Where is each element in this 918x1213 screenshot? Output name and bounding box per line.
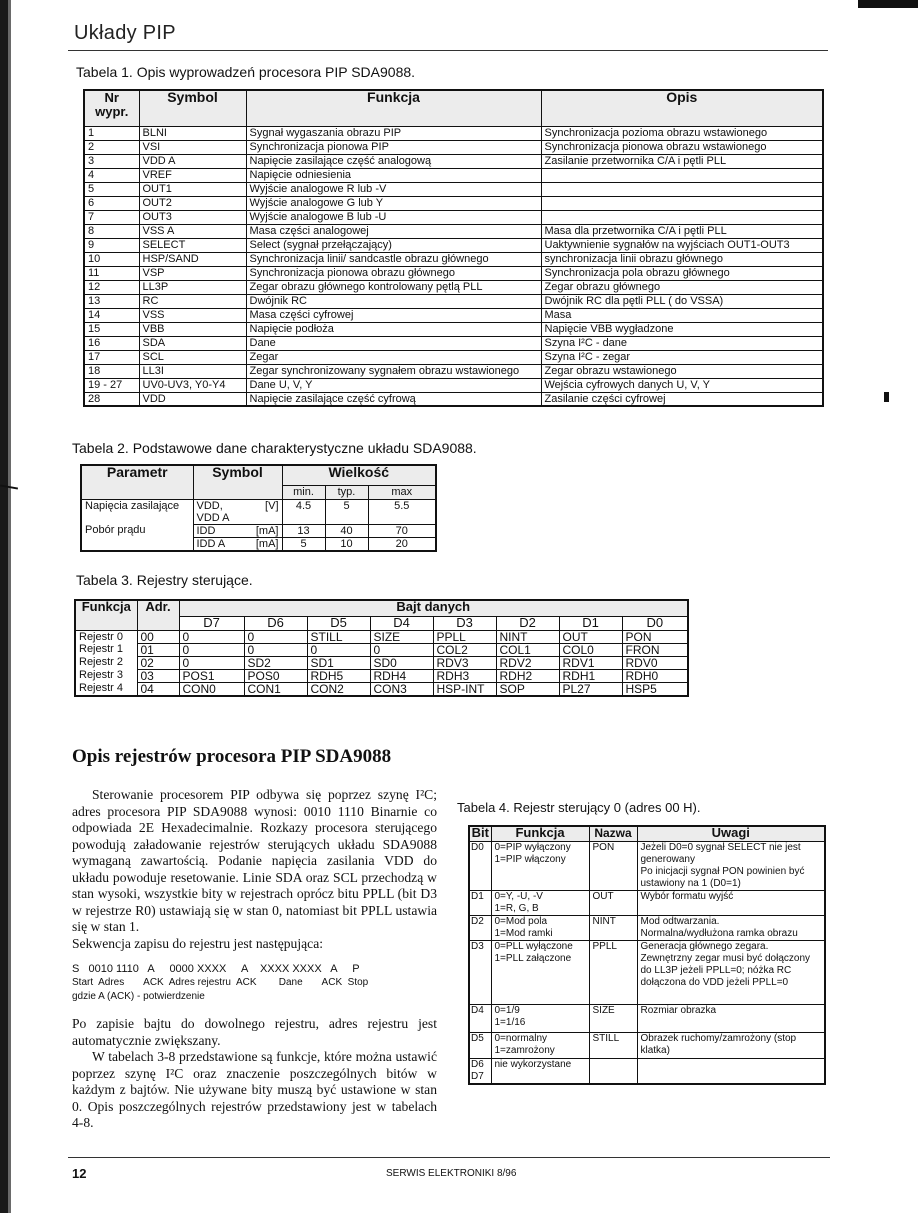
pin-description-cell: Szyna I²C - dane xyxy=(541,336,823,350)
typ-cell: 10 xyxy=(325,537,368,551)
bit-value-cell: 0 xyxy=(179,630,244,643)
pin-symbol-cell: OUT1 xyxy=(139,182,246,196)
bit-value-cell: CON0 xyxy=(179,682,244,696)
bit-value-cell: 0 xyxy=(370,643,433,656)
bit-column-header: D5 xyxy=(307,616,370,630)
table-row xyxy=(81,537,436,551)
address-cell: 00 xyxy=(137,630,179,643)
reg0-bit-cell: D5 xyxy=(469,1032,491,1058)
pin-description-cell: Szyna I²C - zegar xyxy=(541,350,823,364)
reg0-function-cell: 0=PIP wyłączony 1=PIP włączony xyxy=(491,841,589,890)
pin-symbol-cell: UV0-UV3, Y0-Y4 xyxy=(139,378,246,392)
reg0-bit-cell: D1 xyxy=(469,890,491,915)
pin-function-cell: Napięcie podłoża xyxy=(246,322,541,336)
reg0-function-cell: 0=1/9 1=1/16 xyxy=(491,1004,589,1032)
pin-description-cell: Masa dla przetwornika C/A i pętli PLL xyxy=(541,224,823,238)
pin-description-cell xyxy=(541,182,823,196)
pin-table xyxy=(83,89,824,407)
table-row xyxy=(84,266,823,280)
table-row xyxy=(469,940,825,1004)
reg0-bit-cell: D3 xyxy=(469,940,491,1004)
address-cell: 04 xyxy=(137,682,179,696)
reg0-bit-cell: D2 xyxy=(469,915,491,940)
pin-function-cell: Zegar obrazu głównego kontrolowany pętlą PLL xyxy=(246,280,541,294)
table-row xyxy=(84,350,823,364)
reg0-function-cell: nie wykorzystane xyxy=(491,1058,589,1084)
table-row xyxy=(84,294,823,308)
reg0-notes-cell: Mod odtwarzania. Normalna/wydłużona ramka obrazu xyxy=(637,915,825,940)
bit-column-header: D7 xyxy=(179,616,244,630)
reg0-function-cell: 0=normalny 1=zamrożony xyxy=(491,1032,589,1058)
pin-function-cell: Masa części analogowej xyxy=(246,224,541,238)
pin-symbol-cell: VSP xyxy=(139,266,246,280)
pin-number-cell: 13 xyxy=(84,294,139,308)
pin-symbol-cell: VDD A xyxy=(139,154,246,168)
pin-symbol-cell: OUT3 xyxy=(139,210,246,224)
table-row xyxy=(84,252,823,266)
table-row xyxy=(75,630,688,643)
register-name-cell: Rejestr 1 xyxy=(75,643,137,656)
table-row xyxy=(84,308,823,322)
table-row xyxy=(84,224,823,238)
reg0-name-cell: SIZE xyxy=(589,1004,637,1032)
table-row xyxy=(469,915,825,940)
table-row xyxy=(84,196,823,210)
pin-function-cell: Napięcie odniesienia xyxy=(246,168,541,182)
bit-value-cell: 0 xyxy=(179,643,244,656)
register-name-cell: Rejestr 3 xyxy=(75,669,137,682)
bit-value-cell: SIZE xyxy=(370,630,433,643)
unit-cell: [mA] xyxy=(251,524,282,537)
pin-description-cell xyxy=(541,210,823,224)
footer-rule xyxy=(68,1157,830,1158)
table-row xyxy=(84,336,823,350)
reg0-function-cell: 0=Y, -U, -V 1=R, G, B xyxy=(491,890,589,915)
reg0-name-cell: PPLL xyxy=(589,940,637,1004)
pin-number-cell: 10 xyxy=(84,252,139,266)
pin-function-cell: Wyjście analogowe R lub -V xyxy=(246,182,541,196)
pin-function-cell: Wyjście analogowe B lub -U xyxy=(246,210,541,224)
pin-symbol-cell: LL3P xyxy=(139,280,246,294)
pin-number-cell: 8 xyxy=(84,224,139,238)
table-row xyxy=(469,1058,825,1084)
pin-function-cell: Synchronizacja pionowa obrazu głównego xyxy=(246,266,541,280)
table-row xyxy=(84,364,823,378)
pin-number-cell: 11 xyxy=(84,266,139,280)
reg0-name-cell xyxy=(589,1058,637,1084)
bit-value-cell: RDH1 xyxy=(559,669,622,682)
address-cell: 03 xyxy=(137,669,179,682)
pin-number-cell: 9 xyxy=(84,238,139,252)
ack-note: gdzie A (ACK) - potwierdzenie xyxy=(72,991,205,1002)
pin-function-cell: Zegar xyxy=(246,350,541,364)
pin-function-cell: Synchronizacja linii/ sandcastle obrazu głównego xyxy=(246,252,541,266)
pin-description-cell: synchronizacja linii obrazu głównego xyxy=(541,252,823,266)
bit-value-cell: PL27 xyxy=(559,682,622,696)
table3-caption: Tabela 3. Rejestry sterujące. xyxy=(76,572,253,588)
section-title: Opis rejestrów procesora PIP SDA9088 xyxy=(72,746,392,767)
reg0-function-cell: 0=Mod pola 1=Mod ramki xyxy=(491,915,589,940)
bit-value-cell: RDV2 xyxy=(496,656,559,669)
reg0-notes-cell xyxy=(637,1058,825,1084)
reg0-notes-cell: Wybór formatu wyjść xyxy=(637,890,825,915)
address-cell: 02 xyxy=(137,656,179,669)
bit-value-cell: RDV1 xyxy=(559,656,622,669)
pin-symbol-cell: VBB xyxy=(139,322,246,336)
table-row xyxy=(469,841,825,890)
table-row xyxy=(84,140,823,154)
max-header: max xyxy=(368,485,436,499)
pin-function-cell: Dane U, V, Y xyxy=(246,378,541,392)
bit-header: Bit xyxy=(469,826,491,841)
pin-number-cell: 1 xyxy=(84,126,139,140)
register-name-cell: Rejestr 2 xyxy=(75,656,137,669)
min-cell: 4.5 xyxy=(282,499,325,524)
reg0-notes-cell: Generacja głównego zegara. Zewnętrzny zegar musi być dołączony do LL3P jeżeli PPLL=0; nóżka RC dołączona do VDD jeżeli PPLL=0 xyxy=(637,940,825,1004)
reg0-bit-cell: D0 xyxy=(469,841,491,890)
bit-value-cell: SOP xyxy=(496,682,559,696)
bit-value-cell: COL2 xyxy=(433,643,496,656)
bit-value-cell: RDV0 xyxy=(622,656,688,669)
pin-number-cell: 15 xyxy=(84,322,139,336)
pin-function-cell: Napięcie zasilające część analogową xyxy=(246,154,541,168)
pin-symbol-cell: LL3I xyxy=(139,364,246,378)
bit-value-cell: COL0 xyxy=(559,643,622,656)
pin-description-cell: Zasilanie części cyfrowej xyxy=(541,392,823,406)
bit-value-cell: HSP-INT xyxy=(433,682,496,696)
bit-column-header: D1 xyxy=(559,616,622,630)
pin-description-cell: Napięcie VBB wygładzone xyxy=(541,322,823,336)
table-row xyxy=(84,280,823,294)
bit-value-cell: NINT xyxy=(496,630,559,643)
reg0-function-header: Funkcja xyxy=(491,826,589,841)
page-header-title: Układy PIP xyxy=(74,22,176,44)
pin-number-cell: 12 xyxy=(84,280,139,294)
table-row xyxy=(81,499,436,524)
pin-description-header: Opis xyxy=(541,90,823,126)
pin-symbol-cell: OUT2 xyxy=(139,196,246,210)
table-row xyxy=(75,669,688,682)
bit-value-cell: COL1 xyxy=(496,643,559,656)
table2-caption: Tabela 2. Podstawowe dane charakterystyczne układu SDA9088. xyxy=(72,440,477,456)
bit-value-cell: RDV3 xyxy=(433,656,496,669)
scan-edge xyxy=(0,0,8,1213)
bit-value-cell: RDH0 xyxy=(622,669,688,682)
param-header: Parametr xyxy=(81,465,193,499)
pin-function-header: Funkcja xyxy=(246,90,541,126)
pin-number-cell: 2 xyxy=(84,140,139,154)
header-rule xyxy=(68,50,828,51)
bit-value-cell: PON xyxy=(622,630,688,643)
bit-column-header: D2 xyxy=(496,616,559,630)
pin-function-cell: Dane xyxy=(246,336,541,350)
page-number: 12 xyxy=(72,1166,87,1181)
bit-column-header: D6 xyxy=(244,616,307,630)
table-row xyxy=(75,643,688,656)
table-row xyxy=(469,1032,825,1058)
pin-function-cell: Select (sygnał przełączający) xyxy=(246,238,541,252)
bit-value-cell: SD0 xyxy=(370,656,433,669)
table-row xyxy=(84,182,823,196)
table-row xyxy=(84,168,823,182)
symbol-cell: IDD xyxy=(193,524,251,537)
pin-description-cell: Dwójnik RC dla pętli PLL ( do VSSA) xyxy=(541,294,823,308)
pin-number-cell: 17 xyxy=(84,350,139,364)
address-header: Adr. xyxy=(137,600,179,630)
table-row xyxy=(84,238,823,252)
pin-description-cell xyxy=(541,168,823,182)
name-header: Nazwa xyxy=(589,826,637,841)
bit-value-cell: POS1 xyxy=(179,669,244,682)
pin-description-cell: Synchronizacja pola obrazu głównego xyxy=(541,266,823,280)
bit-value-cell: SD2 xyxy=(244,656,307,669)
unit-cell: [V] xyxy=(251,499,282,524)
min-header: min. xyxy=(282,485,325,499)
pin-number-header: Nr wypr. xyxy=(84,90,139,126)
pin-description-cell: Zasilanie przetwornika C/A i pętli PLL xyxy=(541,154,823,168)
reg0-notes-cell: Rozmiar obrazka xyxy=(637,1004,825,1032)
pin-function-cell: Masa części cyfrowej xyxy=(246,308,541,322)
typ-header: typ. xyxy=(325,485,368,499)
bit-value-cell: SD1 xyxy=(307,656,370,669)
bit-value-cell: CON3 xyxy=(370,682,433,696)
pin-function-cell: Dwójnik RC xyxy=(246,294,541,308)
paragraph-tables: W tabelach 3-8 przedstawione są funkcje, które można ustawić poprzez szynę I²C oraz znaczenie poszczególnych bitów w każdym z bajtów. Nie używane bity muszą być ustawione w stan 0. Opis poszczególnych rejestrów przedstawiony jest w tabelach 4-8. xyxy=(72,1049,437,1130)
reg0-name-cell: OUT xyxy=(589,890,637,915)
table4-caption: Tabela 4. Rejestr sterujący 0 (adres 00 H). xyxy=(457,800,701,815)
reg0-name-cell: STILL xyxy=(589,1032,637,1058)
bit-value-cell: 0 xyxy=(307,643,370,656)
bit-value-cell: 0 xyxy=(179,656,244,669)
pin-description-cell: Synchronizacja pionowa obrazu wstawionego xyxy=(541,140,823,154)
symbol-cell: IDD A xyxy=(193,537,251,551)
typ-cell: 5 xyxy=(325,499,368,524)
table-row xyxy=(84,210,823,224)
table-row xyxy=(75,682,688,696)
address-cell: 01 xyxy=(137,643,179,656)
pin-symbol-cell: BLNI xyxy=(139,126,246,140)
max-cell: 20 xyxy=(368,537,436,551)
pin-number-cell: 28 xyxy=(84,392,139,406)
pin-symbol-cell: RC xyxy=(139,294,246,308)
table-row xyxy=(81,524,436,537)
bit-value-cell: RDH2 xyxy=(496,669,559,682)
table-row xyxy=(469,1004,825,1032)
min-cell: 13 xyxy=(282,524,325,537)
characteristics-table xyxy=(80,464,437,552)
bit-value-cell: STILL xyxy=(307,630,370,643)
reg0-name-cell: NINT xyxy=(589,915,637,940)
paragraph-sequence-intro: Sekwencja zapisu do rejestru jest następująca: xyxy=(72,935,324,951)
scan-margin-mark xyxy=(884,392,889,402)
bit-value-cell: RDH3 xyxy=(433,669,496,682)
pin-number-cell: 7 xyxy=(84,210,139,224)
pin-function-cell: Wyjście analogowe G lub Y xyxy=(246,196,541,210)
magazine-footer: SERWIS ELEKTRONIKI 8/96 xyxy=(386,1168,517,1179)
table-row xyxy=(84,126,823,140)
pin-description-cell: Wejścia cyfrowych danych U, V, Y xyxy=(541,378,823,392)
unit-cell: [mA] xyxy=(251,537,282,551)
bit-column-header: D4 xyxy=(370,616,433,630)
bit-value-cell: 0 xyxy=(244,643,307,656)
symbol-cell: VDD, VDD A xyxy=(193,499,251,524)
pin-symbol-cell: SDA xyxy=(139,336,246,350)
reg0-bit-cell: D6 D7 xyxy=(469,1058,491,1084)
pin-description-cell: Zegar obrazu wstawionego xyxy=(541,364,823,378)
body-column xyxy=(72,787,437,1132)
table-row xyxy=(84,322,823,336)
bit-value-cell: FRON xyxy=(622,643,688,656)
table-row xyxy=(84,392,823,406)
pin-symbol-cell: VREF xyxy=(139,168,246,182)
write-sequence-legend: Start Adres ACK Adres rejestru ACK Dane ACK Stop xyxy=(72,977,369,988)
pin-description-cell: Masa xyxy=(541,308,823,322)
notes-header: Uwagi xyxy=(637,826,825,841)
bit-column-header: D3 xyxy=(433,616,496,630)
bit-value-cell: RDH4 xyxy=(370,669,433,682)
pin-number-cell: 5 xyxy=(84,182,139,196)
pin-symbol-cell: VSI xyxy=(139,140,246,154)
bit-value-cell: RDH5 xyxy=(307,669,370,682)
paragraph-intro: Sterowanie procesorem PIP odbywa się poprzez szynę I²C; adres procesora PIP SDA9088 wynosi: 0010 1110 Binarnie co odpowiada 2E Hexadecimalnie. Rozkazy procesora sterującego powodują załadowanie rejestrów sterujących układu SDA9088 wymaganą zawartością. Podanie napięcia zasilania VDD do układu powoduje resetowanie. Linie SDA oraz SCL przechodzą w stan wysoki, wszystkie bity w rejestrach oprócz bitu PPLL (bit D3 w rejestrze R0) ustawiają się w stan 0, natomiast bit PPLL ustawia się w stan 1. xyxy=(72,787,437,934)
pin-number-cell: 18 xyxy=(84,364,139,378)
param-cell: Pobór prądu xyxy=(81,524,193,537)
pin-function-cell: Zegar synchronizowany sygnałem obrazu wstawionego xyxy=(246,364,541,378)
param-cell xyxy=(81,537,193,551)
pin-function-cell: Napięcie zasilające część cyfrową xyxy=(246,392,541,406)
reg0-name-cell: PON xyxy=(589,841,637,890)
pin-number-cell: 3 xyxy=(84,154,139,168)
scan-edge-shadow xyxy=(8,0,11,1213)
pin-function-cell: Synchronizacja pionowa PIP xyxy=(246,140,541,154)
reg0-notes-cell: Jeżeli D0=0 sygnał SELECT nie jest generowany Po inicjacji sygnał PON powinien być ustawiony na 1 (D0=1) xyxy=(637,841,825,890)
pin-symbol-cell: VSS xyxy=(139,308,246,322)
pin-number-cell: 6 xyxy=(84,196,139,210)
max-cell: 5.5 xyxy=(368,499,436,524)
reg0-notes-cell: Obrazek ruchomy/zamrożony (stop klatka) xyxy=(637,1032,825,1058)
bit-value-cell: PPLL xyxy=(433,630,496,643)
pin-description-cell xyxy=(541,196,823,210)
write-sequence: S 0010 1110 A 0000 XXXX A XXXX XXXX A P xyxy=(72,963,360,975)
table-row xyxy=(75,656,688,669)
registers-table xyxy=(74,599,689,697)
pin-number-cell: 14 xyxy=(84,308,139,322)
register0-table xyxy=(468,825,826,1085)
data-byte-header: Bajt danych xyxy=(179,600,688,616)
typ-cell: 40 xyxy=(325,524,368,537)
paragraph-autoincrement: Po zapisie bajtu do dowolnego rejestru, adres rejestru jest automatycznie zwiększany. xyxy=(72,1016,437,1048)
table-row xyxy=(469,890,825,915)
pin-number-cell: 4 xyxy=(84,168,139,182)
bit-column-header: D0 xyxy=(622,616,688,630)
scan-corner-mark xyxy=(858,0,918,8)
bit-value-cell: POS0 xyxy=(244,669,307,682)
pin-symbol-cell: SCL xyxy=(139,350,246,364)
bit-value-cell: OUT xyxy=(559,630,622,643)
param-cell: Napięcia zasilające xyxy=(81,499,193,524)
pin-description-cell: Uaktywnienie sygnałów na wyjściach OUT1-OUT3 xyxy=(541,238,823,252)
min-cell: 5 xyxy=(282,537,325,551)
table-row xyxy=(84,154,823,168)
value-header: Wielkość xyxy=(282,465,436,485)
pin-number-cell: 19 - 27 xyxy=(84,378,139,392)
pin-description-cell: Synchronizacja pozioma obrazu wstawionego xyxy=(541,126,823,140)
table1-caption: Tabela 1. Opis wyprowadzeń procesora PIP SDA9088. xyxy=(76,64,416,80)
pin-symbol-cell: SELECT xyxy=(139,238,246,252)
pin-description-cell: Zegar obrazu głównego xyxy=(541,280,823,294)
pin-function-cell: Sygnał wygaszania obrazu PIP xyxy=(246,126,541,140)
register-name-cell: Rejestr 0 xyxy=(75,630,137,643)
pin-number-cell: 16 xyxy=(84,336,139,350)
register-name-cell: Rejestr 4 xyxy=(75,682,137,696)
table-row xyxy=(84,378,823,392)
reg0-function-cell: 0=PLL wyłączone 1=PLL załączone xyxy=(491,940,589,1004)
function-header: Funkcja xyxy=(75,600,137,630)
symbol-header: Symbol xyxy=(193,465,282,499)
reg0-bit-cell: D4 xyxy=(469,1004,491,1032)
pin-symbol-cell: VSS A xyxy=(139,224,246,238)
pin-symbol-cell: HSP/SAND xyxy=(139,252,246,266)
bit-value-cell: 0 xyxy=(244,630,307,643)
bit-value-cell: HSP5 xyxy=(622,682,688,696)
pin-symbol-cell: VDD xyxy=(139,392,246,406)
bit-value-cell: CON1 xyxy=(244,682,307,696)
bit-value-cell: CON2 xyxy=(307,682,370,696)
pin-symbol-header: Symbol xyxy=(139,90,246,126)
max-cell: 70 xyxy=(368,524,436,537)
